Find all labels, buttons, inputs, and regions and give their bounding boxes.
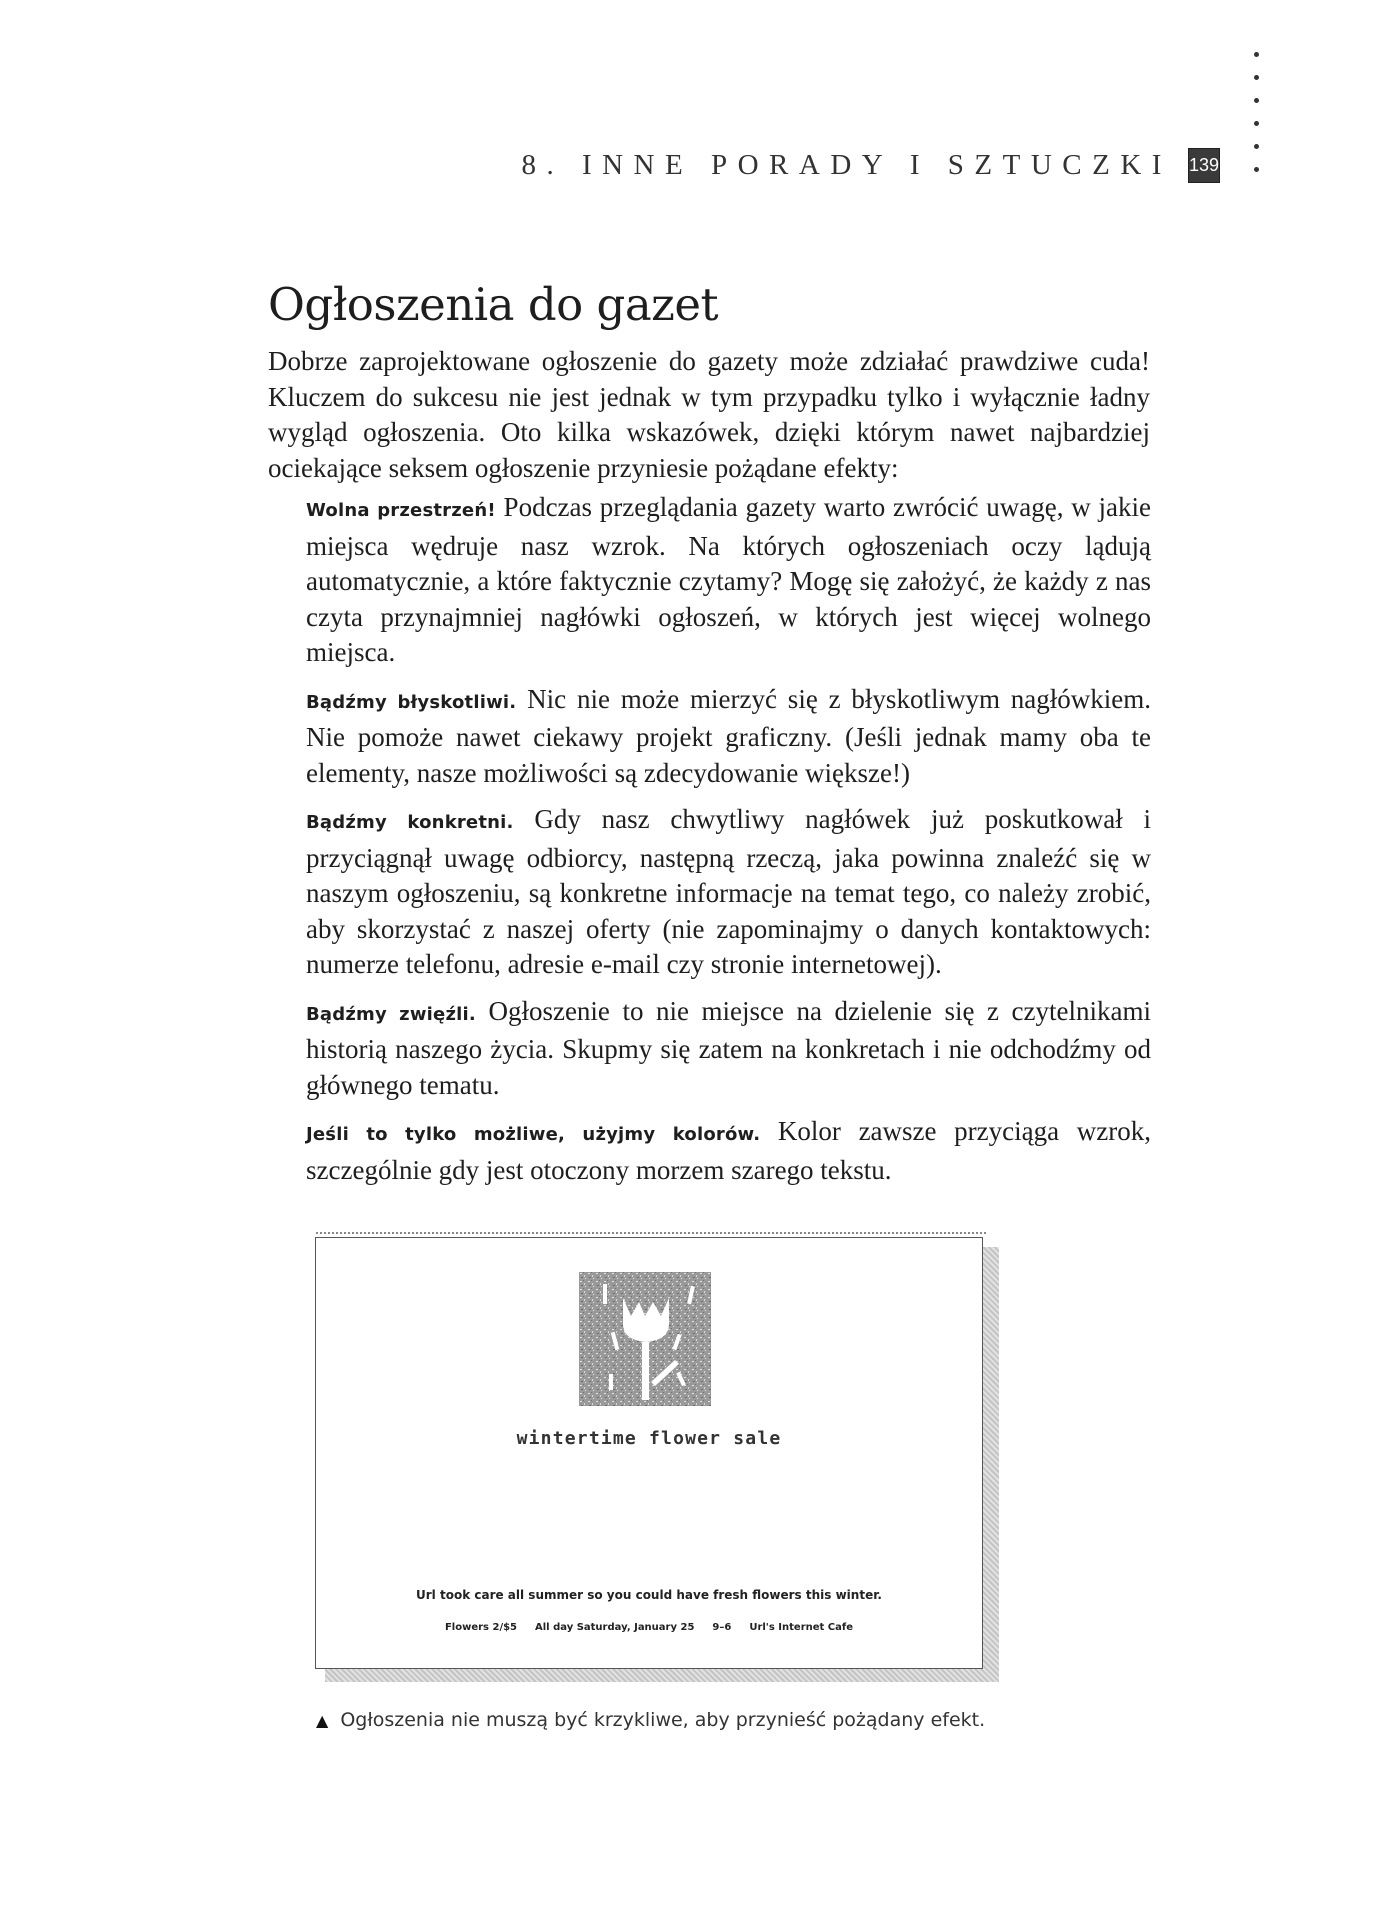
tip-item [306, 1114, 1151, 1188]
ad-detail-venue: Url's Internet Cafe [749, 1622, 854, 1633]
tip-keyword: Jeśli to tylko możliwe, użyjmy kolorów. [306, 1124, 761, 1145]
tip-text: Kolor zawsze przyciąga wzrok, szczególnie gdy jest otoczony morzem szarego tekstu. [306, 1116, 1151, 1185]
ad-top-rule [316, 1232, 986, 1234]
ad-detail-price: Flowers 2/$5 [444, 1622, 518, 1633]
tip-text: Nic nie może mierzyć się z błyskotliwym nagłówkiem. Nie pomoże nawet ciekawy projekt graficzny. (Jeśli jednak mamy oba te elementy, nasze możliwości są zdecydowanie większe!) [306, 683, 1151, 788]
tip-keyword: Bądźmy konkretni. [306, 812, 514, 833]
section-title: Ogłoszenia do gazet [268, 278, 719, 331]
ad-heading: wintertime flower sale [516, 1428, 782, 1449]
tulip-icon [579, 1272, 711, 1406]
triangle-up-icon: ▲ [316, 1711, 329, 1730]
caption-text: Ogłoszenia nie muszą być krzykliwe, aby przynieść pożądany efekt. [340, 1709, 986, 1731]
tip-text: Ogłoszenie to nie miejsce na dzielenie się z czytelnikami historią naszego życia. Skupmy się zatem na konkretach i nie odchodźmy od głównego tematu. [306, 995, 1151, 1100]
tip-keyword: Bądźmy błyskotliwi. [306, 691, 517, 713]
tip-item [306, 682, 1151, 792]
tip-keyword: Bądźmy zwięźli. [306, 1003, 476, 1025]
tip-text: Gdy nasz chwytliwy nagłówek już poskutkował i przyciągnął uwagę odbiorcy, następną rzeczą, jaka powinna znaleźć się w naszym ogłoszeniu, są konkretne informacje na temat tego, co należy zrobić, aby skorzystać z naszej oferty (nie zapominajmy o danych kontaktowych: numerze telefonu, adresie e-mail czy stronie internetowej). [306, 804, 1151, 979]
tip-item [306, 994, 1151, 1104]
tips-list [306, 490, 1151, 1199]
figure-caption [316, 1709, 985, 1731]
tip-item [306, 490, 1151, 671]
intro-paragraph: Dobrze zaprojektowane ogłoszenie do gazety może zdziałać prawdziwe cuda! Kluczem do sukcesu nie jest jednak w tym przypadku tylko i wyłącznie ładny wygląd ogłoszenia. Oto kilka wskazówek, dzięki którym nawet najbardziej ociekające seksem ogłoszenie przyniesie pożądane efekty: [268, 346, 1150, 483]
tip-keyword: Wolna przestrzeń! [306, 500, 496, 521]
tip-item [306, 802, 1151, 983]
ad-detail-hours: 9–6 [712, 1622, 732, 1633]
newspaper-ad [315, 1237, 983, 1669]
ad-details [316, 1622, 982, 1633]
page-number: 139 [1188, 148, 1220, 183]
margin-dots [1254, 52, 1262, 190]
sample-ad-figure [315, 1237, 997, 1683]
tip-text: Podczas przeglądania gazety warto zwrócić uwagę, w jakie miejsca wędruje nasz wzrok. Na których ogłoszeniach oczy lądują automatycznie, a które faktycznie czytamy? Mogę się założyć, że każdy z nas czyta przynajmniej nagłówki ogłoszeń, w których jest więcej wolnego miejsca. [306, 492, 1151, 667]
running-header [521, 145, 1220, 185]
ad-detail-date: All day Saturday, January 25 [535, 1622, 695, 1633]
ad-tagline: Url took care all summer so you could have fresh flowers this winter. [416, 1588, 882, 1602]
chapter-title: 8. INNE PORADY I SZTUCZKI [521, 148, 1172, 181]
